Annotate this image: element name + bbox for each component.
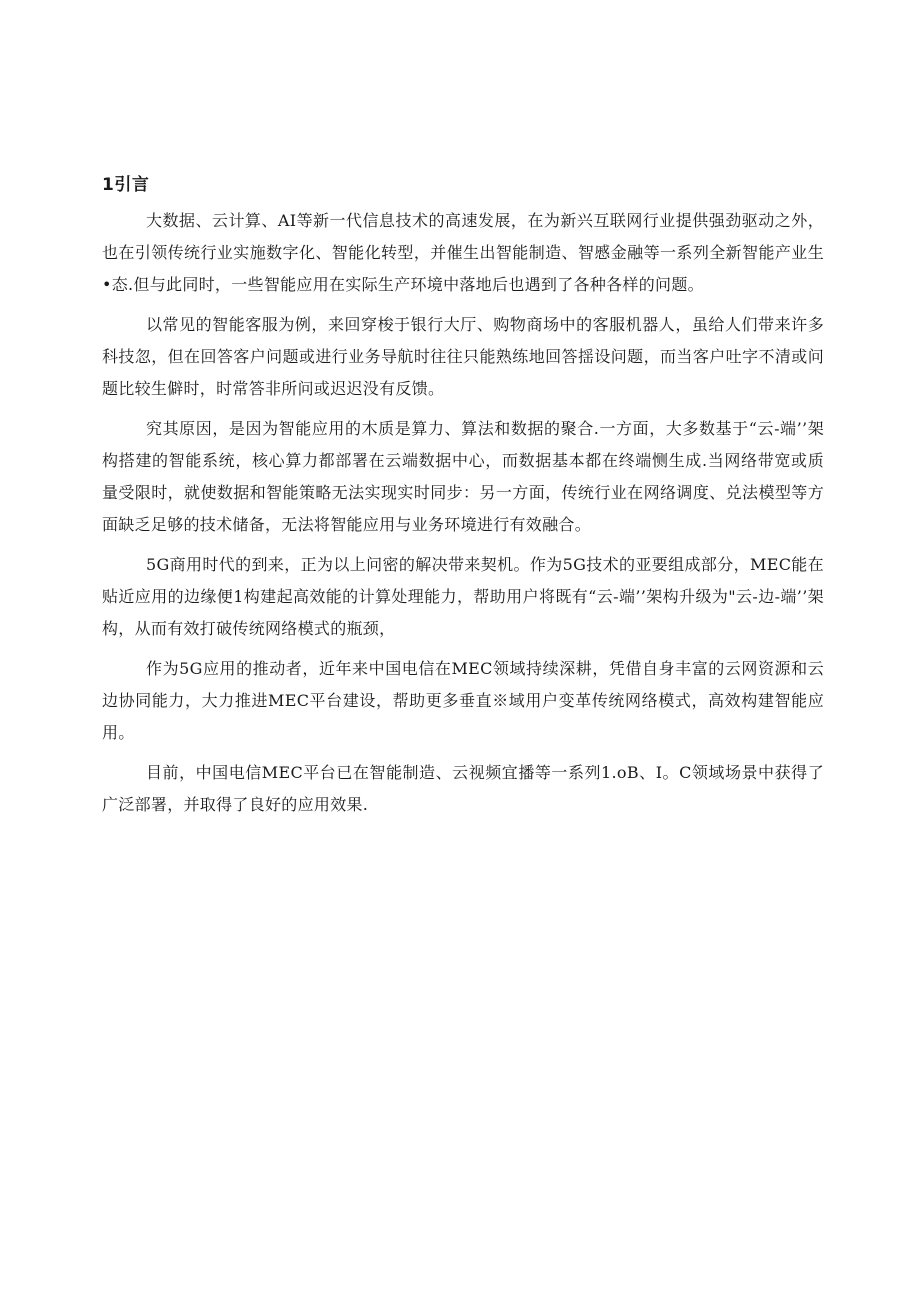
paragraph-1: 大数据、云计算、AI等新一代信息技术的高速发展，在为新兴互联网行业提供强劲驱动之外，也在引领传统行业实施数字化、智能化转型，并催生出智能制造、智慼金融等一系列全新智能产业生•态.但与此同时，一些智能应用在实际生产环境中落地后也遇到了各种各样的问题。 xyxy=(102,211,824,294)
paragraph-3: 究其原因，是因为智能应用的木质是算力、算法和数据的聚合.一方面，大多数基于“云-端’’架构搭建的智能系统，核心算力都部署在云端数据中心，而数据基本都在终端恻生成.当网络带宽或质量受限时，就使数据和智能策略无法实现实时同步：另一方面，传统行业在网络调度、兑法模型等方面缺乏足够的技术储备，无法将智能应用与业务环境进行有效融合。 xyxy=(102,419,824,534)
paragraph-5: 作为5G应用的推动者，近年来中国电信在MEC领域持续深耕，凭借自身丰富的云网资源和云边协同能力，大力推进MEC平台建设，帮助更多垂直※域用户变革传统网络模式，高效构建智能应用。 xyxy=(102,659,824,742)
paragraph-4: 5G商用时代的到来，正为以上问密的解决带来契机。作为5G技术的亚要组成部分，MEC能在贴近应用的边缘便1构建起高效能的计算处理能力，帮助用户将既有“云-端’’架构升级为"云-边-端’’架构，从而有效打破传统网络模式的瓶颈， xyxy=(102,555,824,638)
paragraph-2: 以常见的智能客服为例，来回穿梭于银行大厅、购物商场中的客服机器人，虽给人们带来许多科技忽，但在回答客户问题或进行业务导航时往往只能熟练地回答揺设问题，而当客户吐字不清或问题比较生僻时，时常答非所问或迟迟没有反馈。 xyxy=(102,315,824,398)
paragraph-6: 目前，中国电信MEC平台已在智能制造、云视频宜播等一系列1.oB、I。C领域场景中获得了广泛部署，并取得了良好的应用效果. xyxy=(102,763,824,814)
document-body xyxy=(102,170,824,829)
section-heading: 1引言 xyxy=(102,175,150,195)
